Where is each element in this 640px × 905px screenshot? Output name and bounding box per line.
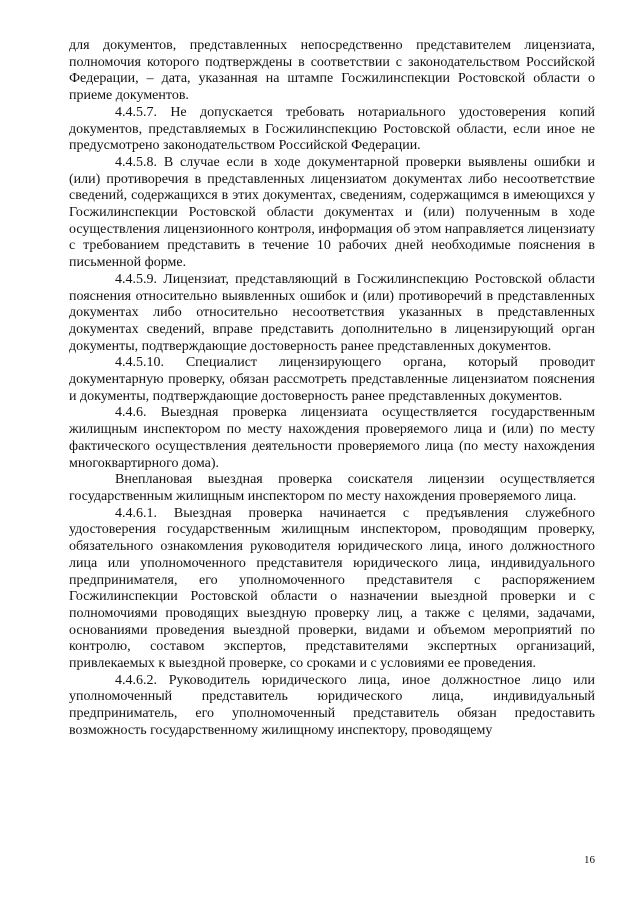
paragraph-4-4-5-10: 4.4.5.10. Специалист лицензирующего органа, который проводит документарную проверку, обязан рассмотреть представленные лицензиатом пояснения и документы, подтверждающие достоверность ранее представленных документов. [69, 355, 595, 404]
paragraph-4-4-5-8: 4.4.5.8. В случае если в ходе документарной проверки выявлены ошибки и (или) противоречия в представленных лицензиатом документах либо несоответствие сведений, содержащихся в этих документах, сведениям, содержащимся в имеющихся у Госжилинспекции Ростовской области документах и (или) полученным в ходе осуществления лицензионного контроля, информация об этом направляется лицензиату с требованием представить в течение 10 рабочих дней необходимые пояснения в письменной форме. [69, 154, 595, 271]
paragraph-4-4-5-7: 4.4.5.7. Не допускается требовать нотариального удостоверения копий документов, представляемых в Госжилинспекцию Ростовской области, если иное не предусмотрено законодательством Российской Федерации. [69, 104, 595, 154]
paragraph-4-4-5-9: 4.4.5.9. Лицензиат, представляющий в Госжилинспекцию Ростовской области пояснения относительно выявленных ошибок и (или) противоречий в представленных документах либо относительно несоответствия указанных в представленных документах сведений, вправе представить дополнительно в лицензирующий орган документы, подтверждающие достоверность ранее представленных документов. [69, 271, 595, 354]
paragraph-4-4-6-2: 4.4.6.2. Руководитель юридического лица, иное должностное лицо или уполномоченный представитель юридического лица, индивидуальный предприниматель, его уполномоченный представитель обязан предоставить возможность государственному жилищному инспектору, проводящему [69, 672, 595, 738]
paragraph-4-4-6-1: 4.4.6.1. Выездная проверка начинается с предъявления служебного удостоверения государственным жилищным инспектором, проводящим проверку, обязательного ознакомления руководителя юридического лица, иного должностного лица или уполномоченного представителя юридического лица, индивидуального предпринимателя, его уполномоченного представителя с распоряжением Госжилинспекции Ростовской области о назначении выездной проверки и с полномочиями проводящих выездную проверку лиц, а также с целями, задачами, основаниями проведения выездной проверки, видами и объемом мероприятий по контролю, составом экспертов, представителями экспертных организаций, привлекаемых к выездной проверке, со сроками и с условиями ее проведения. [69, 505, 595, 672]
paragraph-4-4-6: 4.4.6. Выездная проверка лицензиата осуществляется государственным жилищным инспектором по месту нахождения проверяемого лица и (или) по месту фактического осуществления деятельности проверяемого лица (по месту нахождения многоквартирного дома). [69, 405, 595, 471]
page-number: 16 [584, 854, 595, 866]
document-body [69, 38, 595, 740]
paragraph-continuation: для документов, представленных непосредственно представителем лицензиата, полномочия которого подтверждены в соответствии с законодательством Российской Федерации, – дата, указанная на штампе Госжилинспекции Ростовской области о приеме документов. [69, 38, 595, 104]
paragraph-unscheduled-inspection: Внеплановая выездная проверка соискателя лицензии осуществляется государственным жилищным инспектором по месту нахождения проверяемого лица. [69, 472, 595, 504]
